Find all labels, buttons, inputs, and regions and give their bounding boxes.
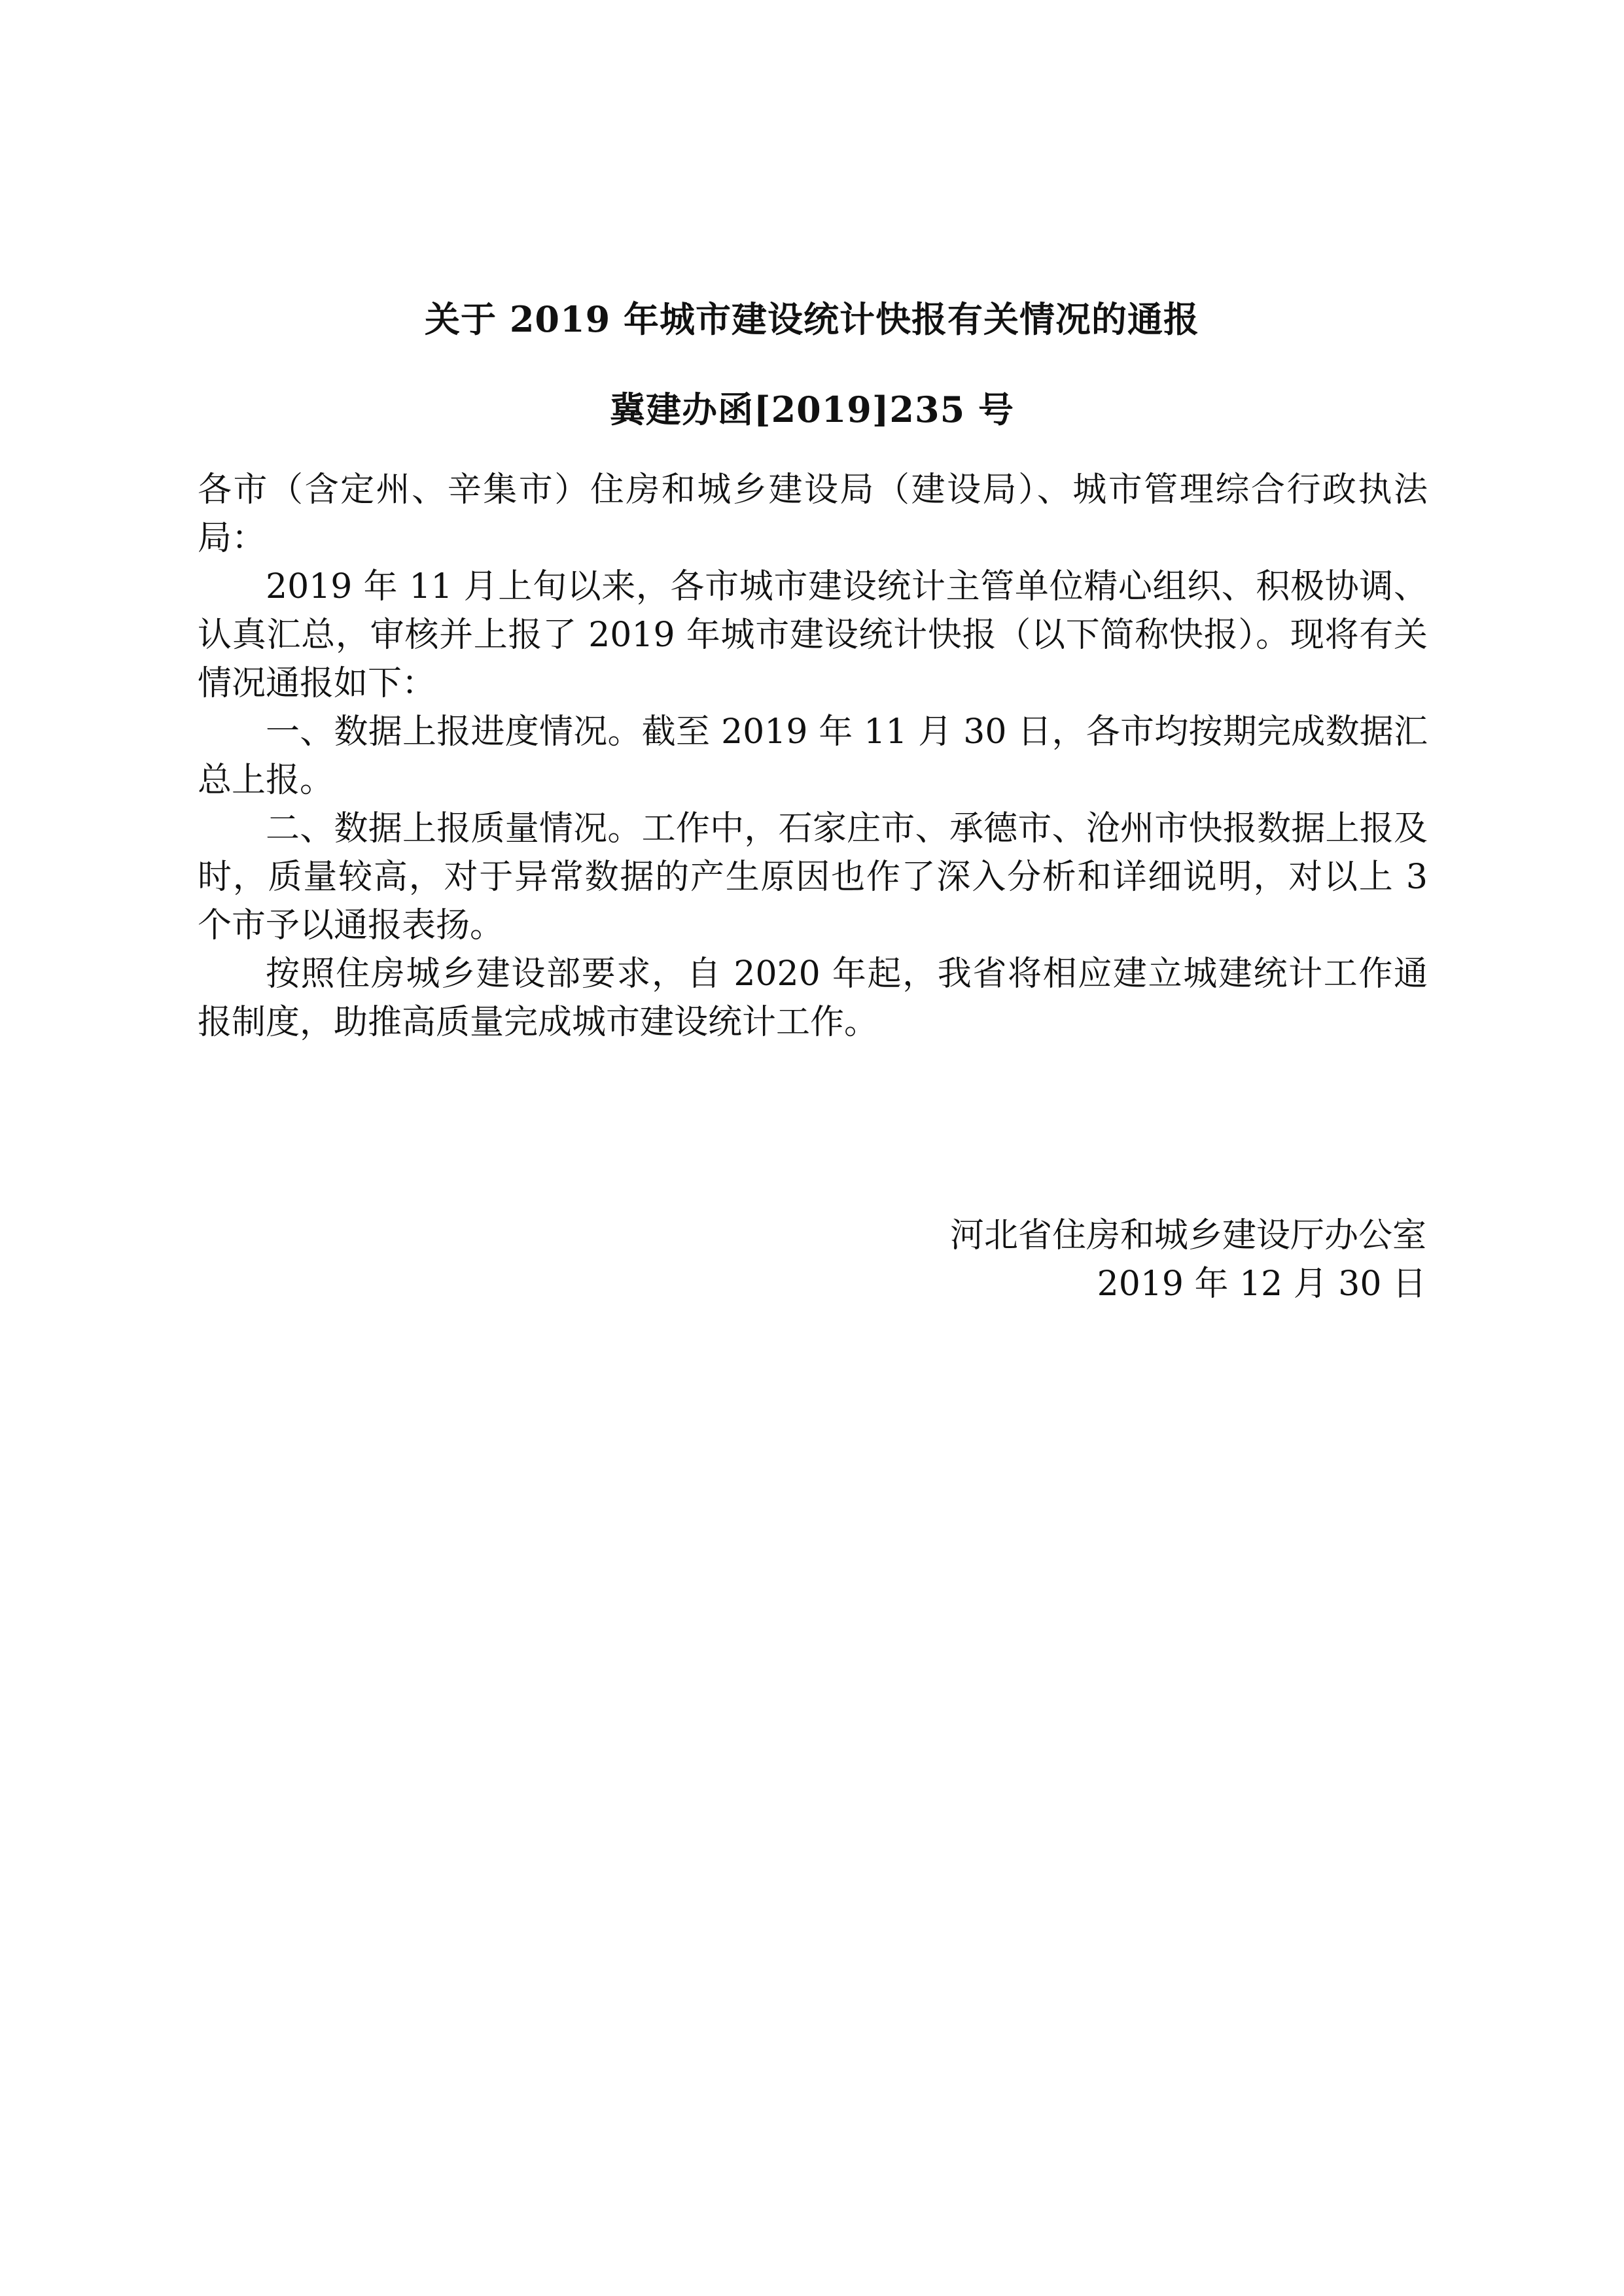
issue-date: 2019 年 12 月 30 日 — [1097, 1264, 1426, 1304]
document-number: 冀建办函[2019]235 号 — [610, 389, 1014, 430]
salutation: 各市（含定州、辛集市）住房和城乡建设局（建设局）、城市管理综合行政执法局： — [198, 470, 1428, 558]
paragraph-quality: 二、数据上报质量情况。工作中，石家庄市、承德市、沧州市快报数据上报及时，质量较高，对于异常数据的产生原因也作了深入分析和详细说明，对以上 3 个市予以通报表扬。 — [198, 809, 1428, 945]
paragraph-progress: 一、数据上报进度情况。截至 2019 年 11 月 30 日，各市均按期完成数据汇总上报。 — [198, 712, 1428, 800]
document-body — [198, 466, 1428, 1047]
paragraph-requirement: 按照住房城乡建设部要求，自 2020 年起，我省将相应建立城建统计工作通报制度，助推高质量完成城市建设统计工作。 — [198, 954, 1428, 1042]
issuer-name: 河北省住房和城乡建设厅办公室 — [949, 1216, 1426, 1255]
signature-block — [772, 1211, 1426, 1308]
document-title: 关于 2019 年城市建设统计快报有关情况的通报 — [425, 298, 1199, 340]
paragraph-intro: 2019 年 11 月上旬以来，各市城市建设统计主管单位精心组织、积极协调、认真汇总，审核并上报了 2019 年城市建设统计快报（以下简称快报）。现将有关情况通报如下： — [198, 567, 1428, 703]
